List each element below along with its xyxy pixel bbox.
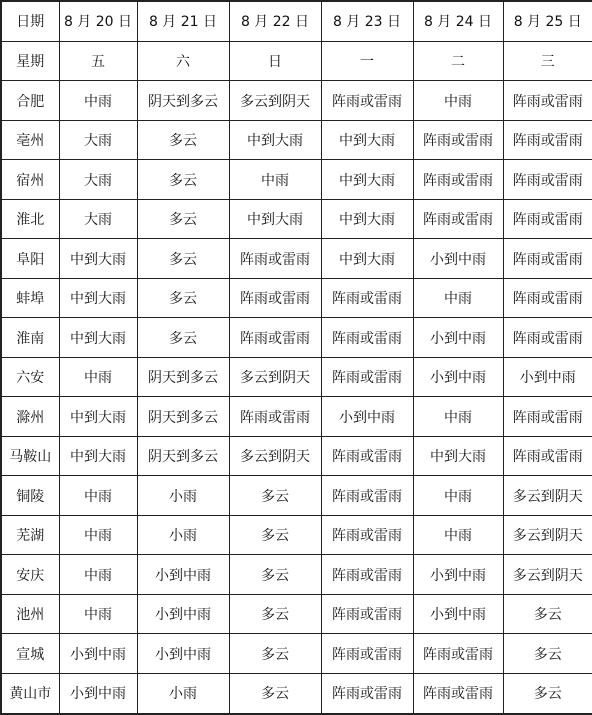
forecast-cell: 阵雨或雷雨 [321,278,413,318]
forecast-cell: 阵雨或雷雨 [503,239,592,279]
forecast-cell: 阵雨或雷雨 [413,120,503,160]
forecast-cell: 小雨 [137,673,229,714]
forecast-cell: 阴天到多云 [137,436,229,476]
forecast-cell: 小到中雨 [413,555,503,595]
forecast-cell: 阵雨或雷雨 [503,278,592,318]
city-name: 池州 [1,594,59,634]
forecast-cell: 多云 [229,515,321,555]
forecast-cell: 阵雨或雷雨 [503,318,592,358]
weekday-cell: 二 [413,41,503,81]
table-row [1,515,592,555]
forecast-cell: 多云到阴天 [229,81,321,121]
city-name: 滁州 [1,397,59,437]
forecast-cell: 阵雨或雷雨 [321,555,413,595]
table-row [1,594,592,634]
forecast-cell: 阵雨或雷雨 [321,634,413,674]
city-name: 黄山市 [1,673,59,714]
weekday-cell: 六 [137,41,229,81]
forecast-cell: 小到中雨 [321,397,413,437]
forecast-cell: 大雨 [59,160,137,200]
weekday-cell: 五 [59,41,137,81]
forecast-cell: 多云 [137,160,229,200]
forecast-cell: 小到中雨 [59,634,137,674]
forecast-cell: 多云 [229,555,321,595]
forecast-cell: 阵雨或雷雨 [321,673,413,714]
date-header: 8 月 21 日 [137,1,229,41]
forecast-cell: 中到大雨 [59,397,137,437]
table-row [1,673,592,714]
table-row [1,239,592,279]
forecast-cell: 阵雨或雷雨 [503,436,592,476]
weekday-row [1,41,592,81]
forecast-cell: 中雨 [229,160,321,200]
table-row [1,318,592,358]
forecast-cell: 多云 [137,318,229,358]
weekday-cell: 日 [229,41,321,81]
forecast-cell: 中雨 [59,81,137,121]
forecast-cell: 大雨 [59,199,137,239]
header-row [1,1,592,41]
forecast-cell: 小雨 [137,476,229,516]
forecast-cell: 小到中雨 [413,594,503,634]
forecast-cell: 阵雨或雷雨 [503,160,592,200]
weekday-cell: 一 [321,41,413,81]
forecast-cell: 中雨 [59,476,137,516]
forecast-cell: 阵雨或雷雨 [229,318,321,358]
forecast-cell: 小到中雨 [413,318,503,358]
forecast-cell: 多云到阴天 [503,555,592,595]
date-header: 8 月 25 日 [503,1,592,41]
forecast-cell: 中雨 [413,397,503,437]
forecast-cell: 多云到阴天 [503,515,592,555]
table-body [1,1,592,714]
table-row [1,120,592,160]
forecast-cell: 阵雨或雷雨 [229,278,321,318]
forecast-cell: 多云 [137,199,229,239]
forecast-cell: 中到大雨 [321,160,413,200]
forecast-cell: 多云 [503,634,592,674]
table-row [1,436,592,476]
forecast-cell: 多云到阴天 [229,357,321,397]
city-name: 阜阳 [1,239,59,279]
table-row [1,357,592,397]
city-name: 淮南 [1,318,59,358]
city-name: 六安 [1,357,59,397]
forecast-cell: 多云 [137,278,229,318]
forecast-cell: 中雨 [59,357,137,397]
forecast-cell: 多云 [503,594,592,634]
forecast-cell: 中到大雨 [59,318,137,358]
table-row [1,634,592,674]
city-name: 蚌埠 [1,278,59,318]
forecast-cell: 阵雨或雷雨 [229,239,321,279]
date-header: 8 月 20 日 [59,1,137,41]
corner-label: 日期 [1,1,59,41]
forecast-cell: 阵雨或雷雨 [321,515,413,555]
forecast-cell: 阵雨或雷雨 [321,357,413,397]
table-row [1,160,592,200]
forecast-cell: 中到大雨 [229,199,321,239]
forecast-cell: 多云到阴天 [503,476,592,516]
forecast-cell: 小到中雨 [137,594,229,634]
forecast-cell: 阵雨或雷雨 [321,476,413,516]
forecast-cell: 大雨 [59,120,137,160]
forecast-cell: 小到中雨 [137,555,229,595]
forecast-cell: 阵雨或雷雨 [413,199,503,239]
forecast-cell: 中雨 [59,594,137,634]
city-name: 铜陵 [1,476,59,516]
forecast-cell: 中雨 [413,515,503,555]
city-name: 合肥 [1,81,59,121]
city-name: 宿州 [1,160,59,200]
city-name: 亳州 [1,120,59,160]
forecast-cell: 阵雨或雷雨 [321,436,413,476]
forecast-cell: 阵雨或雷雨 [503,120,592,160]
forecast-cell: 中到大雨 [413,436,503,476]
table-row [1,476,592,516]
city-name: 马鞍山 [1,436,59,476]
forecast-cell: 阵雨或雷雨 [503,199,592,239]
date-header: 8 月 24 日 [413,1,503,41]
forecast-cell: 小到中雨 [59,673,137,714]
date-header: 8 月 22 日 [229,1,321,41]
forecast-cell: 小到中雨 [137,634,229,674]
forecast-cell: 中雨 [59,515,137,555]
forecast-cell: 中雨 [413,81,503,121]
forecast-cell: 阵雨或雷雨 [321,81,413,121]
forecast-cell: 多云 [229,476,321,516]
forecast-cell: 阵雨或雷雨 [413,634,503,674]
forecast-cell: 小到中雨 [413,239,503,279]
forecast-cell: 多云 [137,239,229,279]
forecast-cell: 中到大雨 [59,436,137,476]
table-row [1,278,592,318]
forecast-cell: 中雨 [413,278,503,318]
forecast-cell: 小到中雨 [503,357,592,397]
weekday-cell: 三 [503,41,592,81]
forecast-cell: 阵雨或雷雨 [413,160,503,200]
forecast-cell: 中到大雨 [59,239,137,279]
forecast-cell: 阵雨或雷雨 [321,594,413,634]
forecast-cell: 中雨 [413,476,503,516]
forecast-cell: 小雨 [137,515,229,555]
table-row [1,397,592,437]
forecast-cell: 中到大雨 [229,120,321,160]
forecast-cell: 阵雨或雷雨 [413,673,503,714]
date-header: 8 月 23 日 [321,1,413,41]
forecast-cell: 中到大雨 [59,278,137,318]
forecast-cell: 阵雨或雷雨 [503,397,592,437]
forecast-cell: 中雨 [59,555,137,595]
forecast-cell: 阵雨或雷雨 [503,81,592,121]
table-row [1,555,592,595]
table-row [1,199,592,239]
forecast-cell: 多云 [229,673,321,714]
forecast-cell: 多云 [229,594,321,634]
weekday-label: 星期 [1,41,59,81]
forecast-cell: 阵雨或雷雨 [321,318,413,358]
forecast-cell: 阵雨或雷雨 [229,397,321,437]
forecast-cell: 多云 [137,120,229,160]
city-name: 芜湖 [1,515,59,555]
city-name: 宣城 [1,634,59,674]
city-name: 安庆 [1,555,59,595]
forecast-cell: 多云到阴天 [229,436,321,476]
forecast-cell: 阴天到多云 [137,81,229,121]
forecast-cell: 多云 [503,673,592,714]
forecast-cell: 中到大雨 [321,199,413,239]
forecast-cell: 多云 [229,634,321,674]
table-row [1,81,592,121]
forecast-cell: 阴天到多云 [137,357,229,397]
forecast-cell: 小到中雨 [413,357,503,397]
forecast-cell: 中到大雨 [321,239,413,279]
city-name: 淮北 [1,199,59,239]
forecast-cell: 中到大雨 [321,120,413,160]
forecast-cell: 阴天到多云 [137,397,229,437]
